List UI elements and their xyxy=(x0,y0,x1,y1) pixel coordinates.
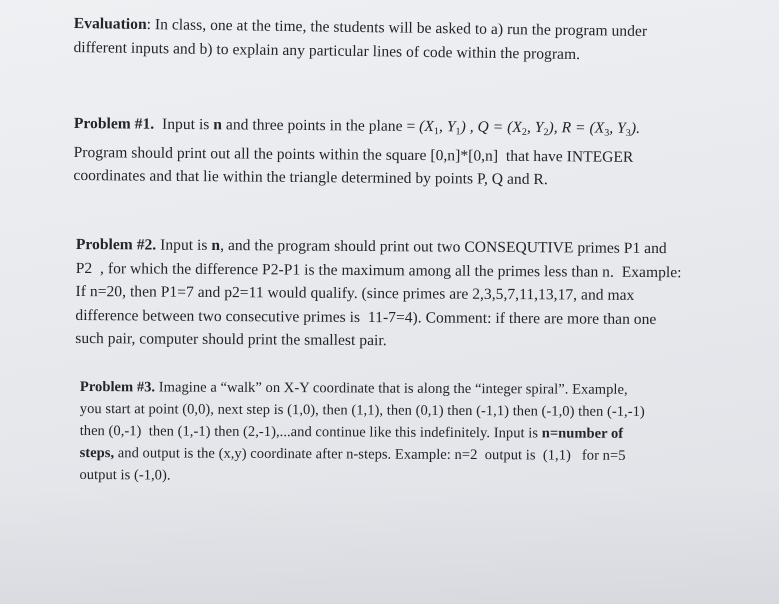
problem-1-text-a: Input is xyxy=(154,115,214,134)
problem-1-var-n: n xyxy=(213,116,223,134)
problem-2-line-1 xyxy=(76,233,682,261)
problem-3-label: Problem #3. xyxy=(79,378,156,396)
evaluation-line-2: different inputs and b) to explain any particular lines of code within the program. xyxy=(73,38,581,63)
problem-1-line-3: coordinates and that lie within the triangle determined by points P, Q and R. xyxy=(73,166,548,189)
formula-part: , Y xyxy=(438,118,456,136)
problem-2-line-5: such pair, computer should print the smallest pair. xyxy=(75,329,387,350)
photo-shadow xyxy=(0,484,779,604)
problem-3-line-3 xyxy=(80,420,645,445)
problem-1-paragraph xyxy=(73,112,640,192)
formula-part: (X xyxy=(419,118,435,136)
problem-2-paragraph xyxy=(75,233,682,355)
formula-subscript: 1 xyxy=(455,126,461,138)
problem-1-points-formula xyxy=(419,118,640,137)
problem-3-line-1 xyxy=(80,376,645,401)
problem-3-text-c: then (0,-1) then (1,-1) then (2,-1),...and continue like this indefinitely. Input is xyxy=(79,422,542,442)
problem-2-var-n: n xyxy=(211,236,221,255)
problem-2-label: Problem #2. xyxy=(75,235,157,254)
formula-subscript: 1 xyxy=(433,126,440,138)
problem-3-bold-steps: steps, xyxy=(79,444,115,462)
problem-3-line-2: you start at point (0,0), next step is (1,0), then (1,1), then (0,1) then (-1,1) then (-1,0) then (-1,-1) xyxy=(79,400,645,420)
formula-part: , Y xyxy=(609,119,626,137)
problem-1-text-b: and three points in the plane = xyxy=(221,116,420,136)
formula-part: ) , Q = (X xyxy=(460,118,523,136)
problem-3-bold-input: n=number of xyxy=(541,425,624,442)
problem-3-line-4 xyxy=(80,442,645,467)
evaluation-text: : In class, one at the time, the students will be asked to a) run the program under xyxy=(146,16,648,41)
problem-3-text-d: and output is the (x,y) coordinate after n-steps. Example: n=2 output is (1,1) for n=5 xyxy=(114,445,626,464)
problem-2-line-2: P2 , for which the difference P2-P1 is the maximum among all the primes less than n. Example: xyxy=(75,259,682,281)
formula-subscript: 2 xyxy=(543,127,549,139)
formula-subscript: 3 xyxy=(625,127,631,139)
formula-part: ), R = (X xyxy=(548,119,605,137)
problem-1-line-1 xyxy=(74,112,640,145)
problem-2-line-3: If n=20, then P1=7 and p2=11 would qualify. (since primes are 2,3,5,7,11,13,17, and max xyxy=(75,282,635,304)
evaluation-paragraph xyxy=(73,12,647,67)
problem-2-text-b: , and the program should print out two CONSEQUTIVE primes P1 and xyxy=(220,237,667,258)
formula-part: , Y xyxy=(526,118,544,137)
problem-3-text: Imagine a “walk” on X-Y coordinate that is along the “integer spiral”. Example, xyxy=(155,379,628,398)
problem-2-line-4: difference between two consecutive primes is 11-7=4). Comment: if there are more than one xyxy=(75,306,657,328)
problem-1-label: Problem #1. xyxy=(73,114,155,133)
problem-1-line-2: Program should print out all the points within the square [0,n]*[0,n] that have INTEGER xyxy=(73,143,634,166)
problem-2-text-a: Input is xyxy=(156,236,212,254)
formula-part: ). xyxy=(630,119,641,137)
formula-subscript: 3 xyxy=(604,127,610,139)
formula-subscript: 2 xyxy=(521,126,527,138)
evaluation-label: Evaluation xyxy=(73,14,147,34)
problem-3-paragraph xyxy=(79,376,645,489)
problem-3-line-5: output is (-1,0). xyxy=(79,466,171,484)
